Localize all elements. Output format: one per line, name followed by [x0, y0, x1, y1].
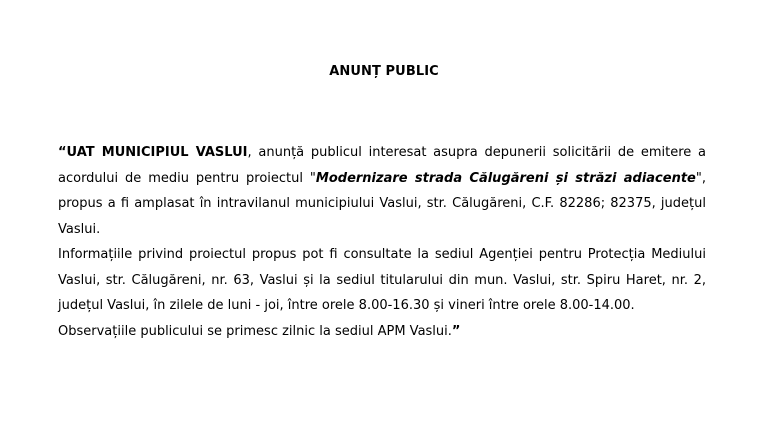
project-open-quote: "	[309, 170, 316, 186]
announcement-title: ANUNȚ PUBLIC	[329, 64, 439, 79]
entity-name: UAT MUNICIPIUL VASLUI	[66, 145, 248, 160]
announcement-paragraph-2: Informațiile privind proiectul propus pot fi consultate la sediul Agenției pentru Protecția Mediului Vaslui, str. Călugăreni, nr. 63, Vaslui și la sediul titularului din mun. Vaslui, str. Spiru Haret, nr. 2, județul Vaslui, în zilele de luni - joi, între orele 8.00-16.30 și vineri între orele 8.00-14.00.	[58, 247, 706, 313]
announcement-paragraph-1	[58, 140, 706, 242]
project-close-quote: "	[695, 170, 702, 186]
request-text: , anunță publicul interesat asupra depunerii solicitării de emitere a acordului de mediu pentru proiectul	[58, 145, 706, 186]
opening-quote: “	[58, 145, 67, 160]
closing-quote: ”	[451, 323, 461, 339]
announcement-paragraph-3	[58, 319, 706, 345]
announcement-body	[58, 140, 706, 344]
observations-text: Observațiile publicului se primesc zilnic la sediul APM Vaslui.	[58, 323, 452, 339]
location-text: , propus a fi amplasat în intravilanul municipiului Vaslui, str. Călugăreni, C.F. 82286; 82375, județul Vaslui.	[58, 170, 706, 237]
project-name: Modernizare strada Călugăreni și străzi adiacente	[315, 170, 696, 186]
